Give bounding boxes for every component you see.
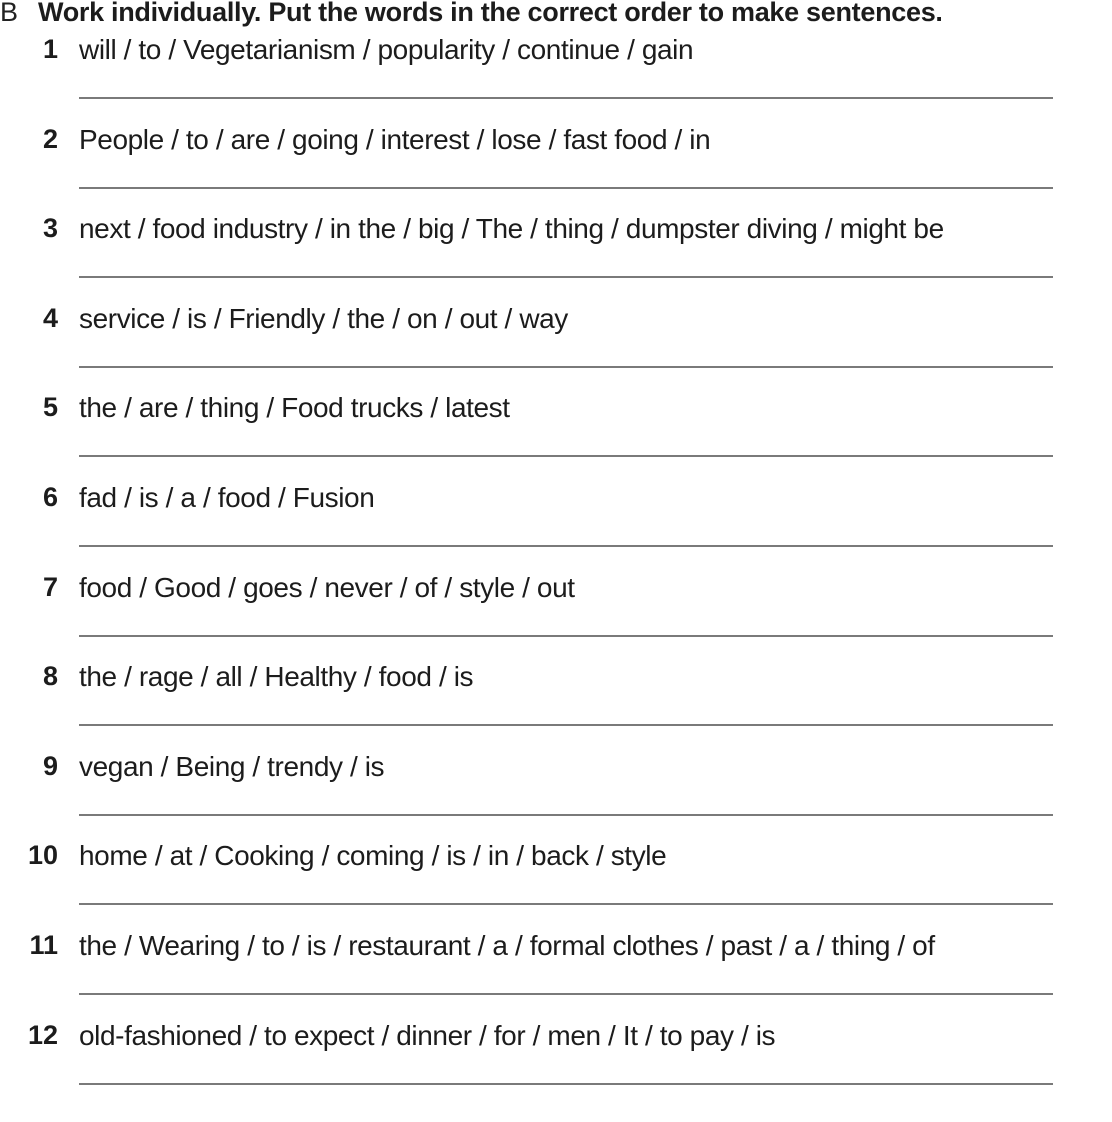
item-number: 7 bbox=[42, 571, 58, 602]
scrambled-words: fad / is / a / food / Fusion bbox=[79, 482, 375, 513]
answer-line[interactable] bbox=[79, 97, 1053, 99]
item-number: 3 bbox=[42, 213, 58, 244]
scrambled-words: vegan / Being / trendy / is bbox=[79, 750, 385, 782]
scrambled-words: old-fashioned / to expect / dinner / for / men / It / to pay / is bbox=[79, 1019, 776, 1051]
item-number: 12 bbox=[27, 1019, 58, 1050]
scrambled-words: the / Wearing / to / is / restaurant / a / formal clothes / past / a / thing / of bbox=[79, 930, 935, 961]
exercise-item bbox=[0, 550, 1112, 640]
exercise-item bbox=[0, 639, 1112, 729]
exercise-item bbox=[0, 818, 1112, 908]
section-letter: B bbox=[0, 0, 19, 27]
item-number: 6 bbox=[42, 482, 58, 512]
scrambled-words: next / food industry / in the / big / The / thing / dumpster diving / might be bbox=[79, 213, 944, 245]
answer-line[interactable] bbox=[79, 993, 1053, 995]
answer-line[interactable] bbox=[79, 276, 1053, 278]
answer-line[interactable] bbox=[79, 635, 1053, 637]
item-number: 9 bbox=[42, 750, 58, 781]
exercise-item bbox=[0, 370, 1112, 460]
item-number: 8 bbox=[42, 661, 58, 692]
answer-line[interactable] bbox=[79, 903, 1053, 905]
item-number: 4 bbox=[42, 302, 58, 333]
exercise-item bbox=[0, 998, 1112, 1088]
exercise-item bbox=[0, 281, 1112, 371]
answer-line[interactable] bbox=[79, 187, 1053, 189]
exercise-item bbox=[0, 191, 1112, 281]
exercise-item bbox=[0, 102, 1112, 192]
scrambled-words: the / are / thing / Food trucks / latest bbox=[79, 392, 510, 424]
exercise-item bbox=[0, 908, 1112, 998]
exercise-item bbox=[0, 12, 1112, 102]
answer-line[interactable] bbox=[79, 455, 1053, 457]
scrambled-words: service / is / Friendly / the / on / out / way bbox=[79, 302, 568, 334]
scrambled-words: home / at / Cooking / coming / is / in / back / style bbox=[79, 840, 667, 872]
answer-line[interactable] bbox=[79, 724, 1053, 726]
answer-line[interactable] bbox=[79, 545, 1053, 547]
exercise-item bbox=[0, 729, 1112, 819]
item-number: 5 bbox=[42, 392, 58, 423]
scrambled-words: will / to / Vegetarianism / popularity / continue / gain bbox=[79, 34, 694, 65]
scrambled-words: People / to / are / going / interest / lose / fast food / in bbox=[79, 123, 711, 155]
scrambled-words: food / Good / goes / never / of / style / out bbox=[79, 571, 575, 603]
item-number: 2 bbox=[42, 123, 58, 154]
exercise-item bbox=[0, 460, 1112, 550]
item-number: 10 bbox=[27, 840, 58, 871]
item-number: 11 bbox=[29, 930, 58, 960]
answer-line[interactable] bbox=[79, 814, 1053, 816]
instruction-text: Work individually. Put the words in the correct order to make sentences. bbox=[38, 0, 943, 27]
answer-line[interactable] bbox=[79, 366, 1053, 368]
item-number: 1 bbox=[42, 34, 58, 64]
answer-line[interactable] bbox=[79, 1083, 1053, 1085]
scrambled-words: the / rage / all / Healthy / food / is bbox=[79, 661, 474, 693]
